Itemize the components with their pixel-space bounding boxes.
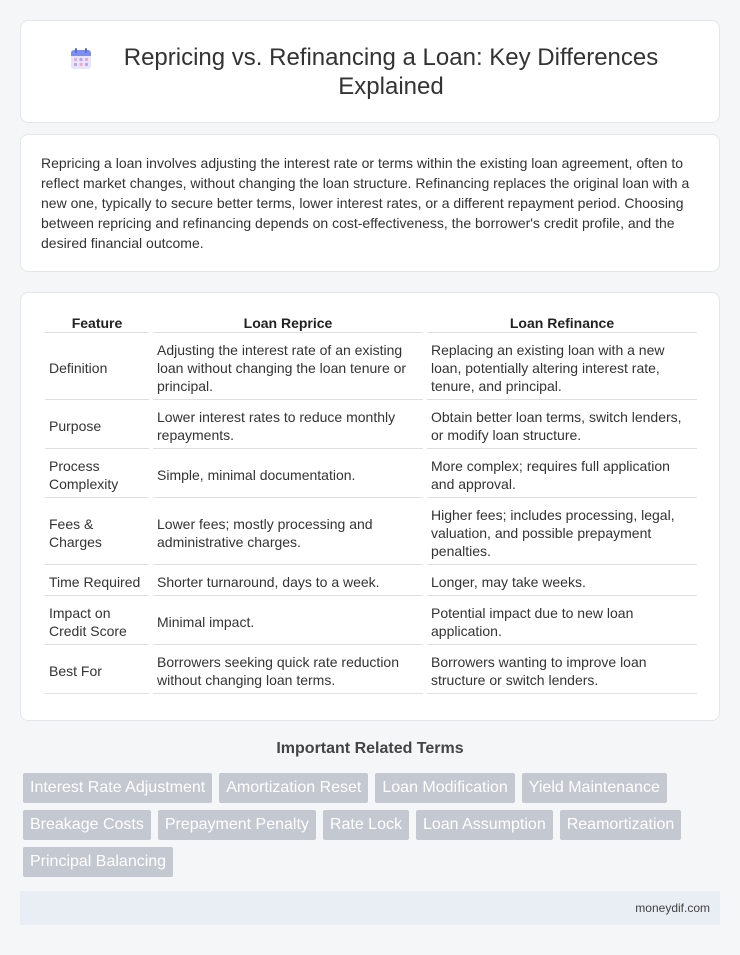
- table-row: [45, 335, 697, 400]
- row-reprice: Shorter turnaround, days to a week.: [153, 567, 423, 596]
- header-loan-reprice: Loan Reprice: [153, 311, 423, 333]
- header-loan-refinance: Loan Refinance: [427, 311, 697, 333]
- row-refinance: Borrowers wanting to improve loan structure or switch lenders.: [427, 647, 697, 694]
- row-feature: Definition: [45, 335, 149, 400]
- table-header-row: [45, 311, 697, 333]
- row-feature: Impact on Credit Score: [45, 598, 149, 645]
- related-term-tag[interactable]: Loan Assumption: [416, 810, 553, 840]
- row-feature: Fees & Charges: [45, 500, 149, 565]
- related-terms-heading: Important Related Terms: [276, 740, 464, 757]
- intro-card: [20, 134, 720, 272]
- row-refinance: Replacing an existing loan with a new loan, potentially altering interest rate, tenure, and principal.: [427, 335, 697, 400]
- row-refinance: Higher fees; includes processing, legal, valuation, and possible prepayment penalties.: [427, 500, 697, 565]
- related-term-tag[interactable]: Principal Balancing: [23, 847, 173, 877]
- related-term-tag[interactable]: Loan Modification: [375, 773, 514, 803]
- row-refinance: More complex; requires full application and approval.: [427, 451, 697, 498]
- comparison-table-card: [20, 292, 720, 721]
- related-terms-list: [23, 773, 723, 884]
- footer: [20, 891, 720, 925]
- title-card: [20, 20, 720, 123]
- page-title: Repricing vs. Refinancing a Loan: Key Differences Explained: [123, 43, 659, 100]
- row-feature: Purpose: [45, 402, 149, 449]
- table-row: [45, 647, 697, 694]
- related-term-tag[interactable]: Rate Lock: [323, 810, 409, 840]
- row-reprice: Adjusting the interest rate of an existing loan without changing the loan tenure or principal.: [153, 335, 423, 400]
- table-row: [45, 451, 697, 498]
- footer-site-link[interactable]: moneydif.com: [635, 901, 710, 915]
- related-term-tag[interactable]: Yield Maintenance: [522, 773, 667, 803]
- title-wrap: [69, 43, 671, 101]
- related-term-tag[interactable]: Reamortization: [560, 810, 682, 840]
- intro-text: Repricing a loan involves adjusting the interest rate or terms within the existing loan agreement, often to reflect market changes, without changing the loan structure. Refinancing replaces the original loan with a new one, typically to secure better terms, lower interest rates, or a different repayment period. Choosing between repricing and refinancing depends on cost-effectiveness, the borrower's credit profile, and the desired financial outcome.: [41, 155, 690, 251]
- row-feature: Best For: [45, 647, 149, 694]
- calendar-icon: [69, 47, 93, 71]
- row-feature: Process Complexity: [45, 451, 149, 498]
- related-term-tag[interactable]: Interest Rate Adjustment: [23, 773, 212, 803]
- row-refinance: Obtain better loan terms, switch lenders, or modify loan structure.: [427, 402, 697, 449]
- table-row: [45, 567, 697, 596]
- related-term-tag[interactable]: Breakage Costs: [23, 810, 151, 840]
- table-row: [45, 402, 697, 449]
- comparison-table: [41, 309, 701, 696]
- row-refinance: Longer, may take weeks.: [427, 567, 697, 596]
- row-reprice: Minimal impact.: [153, 598, 423, 645]
- row-reprice: Simple, minimal documentation.: [153, 451, 423, 498]
- header-feature: Feature: [45, 311, 149, 333]
- row-reprice: Lower interest rates to reduce monthly repayments.: [153, 402, 423, 449]
- related-term-tag[interactable]: Amortization Reset: [219, 773, 368, 803]
- row-refinance: Potential impact due to new loan application.: [427, 598, 697, 645]
- row-reprice: Borrowers seeking quick rate reduction without changing loan terms.: [153, 647, 423, 694]
- table-row: [45, 598, 697, 645]
- table-row: [45, 500, 697, 565]
- row-feature: Time Required: [45, 567, 149, 596]
- related-term-tag[interactable]: Prepayment Penalty: [158, 810, 316, 840]
- row-reprice: Lower fees; mostly processing and administrative charges.: [153, 500, 423, 565]
